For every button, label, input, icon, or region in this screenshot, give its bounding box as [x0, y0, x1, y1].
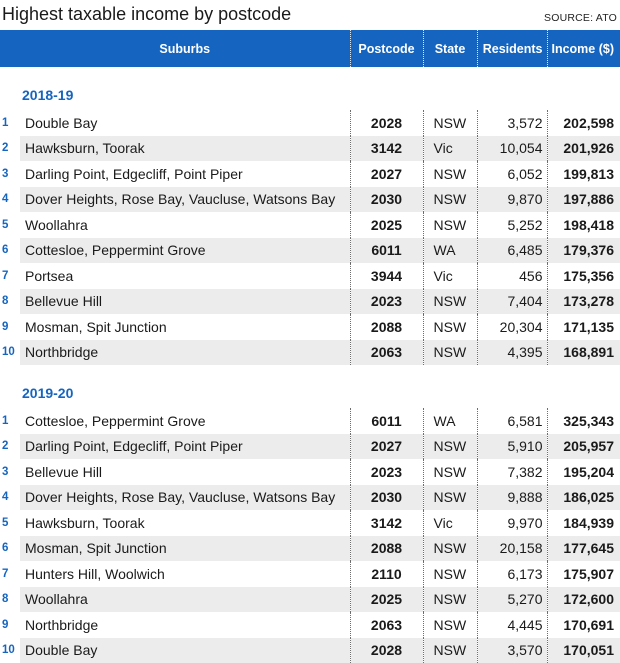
income-cell: 171,135	[547, 314, 620, 340]
suburbs-cell: Mosman, Spit Junction	[20, 314, 350, 340]
residents-cell: 7,382	[477, 459, 547, 485]
residents-cell: 6,485	[477, 238, 547, 264]
state-cell: NSW	[423, 314, 477, 340]
state-cell: NSW	[423, 587, 477, 613]
table-row	[0, 314, 620, 340]
suburbs-cell: Portsea	[20, 263, 350, 289]
section-header-cell	[0, 365, 620, 408]
residents-cell: 5,910	[477, 434, 547, 460]
section-label: 2019-20	[0, 385, 620, 401]
suburbs-cell: Dover Heights, Rose Bay, Vaucluse, Watsons Bay	[20, 485, 350, 511]
suburbs-cell: Northbridge	[20, 340, 350, 366]
suburbs-cell: Double Bay	[20, 110, 350, 136]
suburbs-cell: Hawksburn, Toorak	[20, 136, 350, 162]
postcode-cell: 2110	[350, 561, 423, 587]
rank-number: 3	[0, 161, 20, 187]
suburbs-cell: Dover Heights, Rose Bay, Vaucluse, Watsons Bay	[20, 187, 350, 213]
residents-cell: 20,158	[477, 536, 547, 562]
residents-cell: 20,304	[477, 314, 547, 340]
column-header-suburbs: Suburbs	[20, 30, 350, 67]
state-cell: NSW	[423, 485, 477, 511]
postcode-cell: 2027	[350, 161, 423, 187]
rank-number: 7	[0, 263, 20, 289]
postcode-cell: 2030	[350, 485, 423, 511]
state-cell: NSW	[423, 638, 477, 663]
income-cell: 173,278	[547, 289, 620, 315]
residents-cell: 6,052	[477, 161, 547, 187]
postcode-cell: 3142	[350, 136, 423, 162]
table-row	[0, 238, 620, 264]
state-cell: NSW	[423, 212, 477, 238]
postcode-cell: 2025	[350, 212, 423, 238]
suburbs-cell: Woollahra	[20, 212, 350, 238]
table-row	[0, 561, 620, 587]
income-cell: 175,907	[547, 561, 620, 587]
income-cell: 177,645	[547, 536, 620, 562]
residents-cell: 3,572	[477, 110, 547, 136]
state-cell: NSW	[423, 161, 477, 187]
rank-number: 10	[0, 638, 20, 663]
rank-number: 9	[0, 612, 20, 638]
residents-cell: 6,173	[477, 561, 547, 587]
state-cell: NSW	[423, 340, 477, 366]
suburbs-cell: Hunters Hill, Woolwich	[20, 561, 350, 587]
residents-cell: 4,395	[477, 340, 547, 366]
table-row	[0, 587, 620, 613]
suburbs-cell: Northbridge	[20, 612, 350, 638]
rank-number: 2	[0, 434, 20, 460]
rank-number: 6	[0, 536, 20, 562]
rank-number: 6	[0, 238, 20, 264]
income-cell: 170,691	[547, 612, 620, 638]
header-row	[0, 30, 620, 67]
table-row	[0, 434, 620, 460]
postcode-cell: 3944	[350, 263, 423, 289]
state-cell: Vic	[423, 136, 477, 162]
table-row	[0, 212, 620, 238]
income-cell: 179,376	[547, 238, 620, 264]
suburbs-cell: Hawksburn, Toorak	[20, 510, 350, 536]
table-row	[0, 161, 620, 187]
state-cell: NSW	[423, 289, 477, 315]
income-cell: 168,891	[547, 340, 620, 366]
table-row	[0, 510, 620, 536]
residents-cell: 5,270	[477, 587, 547, 613]
table-row	[0, 187, 620, 213]
postcode-cell: 6011	[350, 238, 423, 264]
source-note: SOURCE: ATO	[544, 12, 617, 24]
header	[0, 0, 620, 30]
rank-number: 4	[0, 187, 20, 213]
section-label: 2018-19	[0, 87, 620, 103]
residents-cell: 9,888	[477, 485, 547, 511]
table-row	[0, 485, 620, 511]
state-cell: NSW	[423, 110, 477, 136]
table-row	[0, 110, 620, 136]
postcode-cell: 2027	[350, 434, 423, 460]
postcode-cell: 2028	[350, 110, 423, 136]
postcode-cell: 3142	[350, 510, 423, 536]
residents-cell: 4,445	[477, 612, 547, 638]
postcode-cell: 6011	[350, 408, 423, 434]
residents-cell: 3,570	[477, 638, 547, 663]
section-header-row	[0, 365, 620, 408]
table-row	[0, 340, 620, 366]
table-row	[0, 612, 620, 638]
income-cell: 184,939	[547, 510, 620, 536]
suburbs-cell: Bellevue Hill	[20, 459, 350, 485]
chart-title: Highest taxable income by postcode	[2, 4, 291, 25]
state-cell: NSW	[423, 561, 477, 587]
rank-number: 5	[0, 212, 20, 238]
postcode-cell: 2023	[350, 289, 423, 315]
column-header-residents: Residents	[477, 30, 547, 67]
table-row	[0, 263, 620, 289]
income-cell: 170,051	[547, 638, 620, 663]
rank-number: 3	[0, 459, 20, 485]
table-row	[0, 638, 620, 663]
postcode-cell: 2088	[350, 314, 423, 340]
rank-number: 1	[0, 408, 20, 434]
state-cell: NSW	[423, 612, 477, 638]
suburbs-cell: Bellevue Hill	[20, 289, 350, 315]
column-header-postcode: Postcode	[350, 30, 423, 67]
income-cell: 205,957	[547, 434, 620, 460]
income-cell: 175,356	[547, 263, 620, 289]
residents-cell: 456	[477, 263, 547, 289]
income-cell: 201,926	[547, 136, 620, 162]
state-cell: WA	[423, 238, 477, 264]
rank-number: 8	[0, 587, 20, 613]
residents-cell: 9,970	[477, 510, 547, 536]
suburbs-cell: Cottesloe, Peppermint Grove	[20, 238, 350, 264]
table-row	[0, 289, 620, 315]
table-row	[0, 408, 620, 434]
residents-cell: 6,581	[477, 408, 547, 434]
section-header-row	[0, 67, 620, 110]
income-cell: 199,813	[547, 161, 620, 187]
income-cell: 186,025	[547, 485, 620, 511]
header-rank-cell	[0, 30, 20, 67]
section-header-cell	[0, 67, 620, 110]
residents-cell: 7,404	[477, 289, 547, 315]
state-cell: NSW	[423, 434, 477, 460]
table-row	[0, 136, 620, 162]
postcode-cell: 2023	[350, 459, 423, 485]
suburbs-cell: Woollahra	[20, 587, 350, 613]
residents-cell: 9,870	[477, 187, 547, 213]
state-cell: Vic	[423, 510, 477, 536]
suburbs-cell: Darling Point, Edgecliff, Point Piper	[20, 434, 350, 460]
postcode-cell: 2063	[350, 612, 423, 638]
postcode-cell: 2088	[350, 536, 423, 562]
state-cell: WA	[423, 408, 477, 434]
suburbs-cell: Darling Point, Edgecliff, Point Piper	[20, 161, 350, 187]
rank-number: 4	[0, 485, 20, 511]
state-cell: NSW	[423, 536, 477, 562]
table-row	[0, 459, 620, 485]
rank-number: 7	[0, 561, 20, 587]
state-cell: Vic	[423, 263, 477, 289]
rank-number: 9	[0, 314, 20, 340]
rank-number: 1	[0, 110, 20, 136]
residents-cell: 10,054	[477, 136, 547, 162]
income-cell: 325,343	[547, 408, 620, 434]
residents-cell: 5,252	[477, 212, 547, 238]
rank-number: 2	[0, 136, 20, 162]
income-table	[0, 30, 620, 663]
income-cell: 197,886	[547, 187, 620, 213]
rank-number: 5	[0, 510, 20, 536]
income-cell: 172,600	[547, 587, 620, 613]
income-cell: 195,204	[547, 459, 620, 485]
column-header-state: State	[423, 30, 477, 67]
postcode-cell: 2030	[350, 187, 423, 213]
state-cell: NSW	[423, 459, 477, 485]
postcode-cell: 2028	[350, 638, 423, 663]
table-body	[0, 67, 620, 663]
income-cell: 198,418	[547, 212, 620, 238]
table-row	[0, 536, 620, 562]
suburbs-cell: Mosman, Spit Junction	[20, 536, 350, 562]
postcode-cell: 2025	[350, 587, 423, 613]
postcode-cell: 2063	[350, 340, 423, 366]
column-header-income: Income ($)	[547, 30, 620, 67]
income-cell: 202,598	[547, 110, 620, 136]
state-cell: NSW	[423, 187, 477, 213]
suburbs-cell: Cottesloe, Peppermint Grove	[20, 408, 350, 434]
suburbs-cell: Double Bay	[20, 638, 350, 663]
rank-number: 8	[0, 289, 20, 315]
rank-number: 10	[0, 340, 20, 366]
